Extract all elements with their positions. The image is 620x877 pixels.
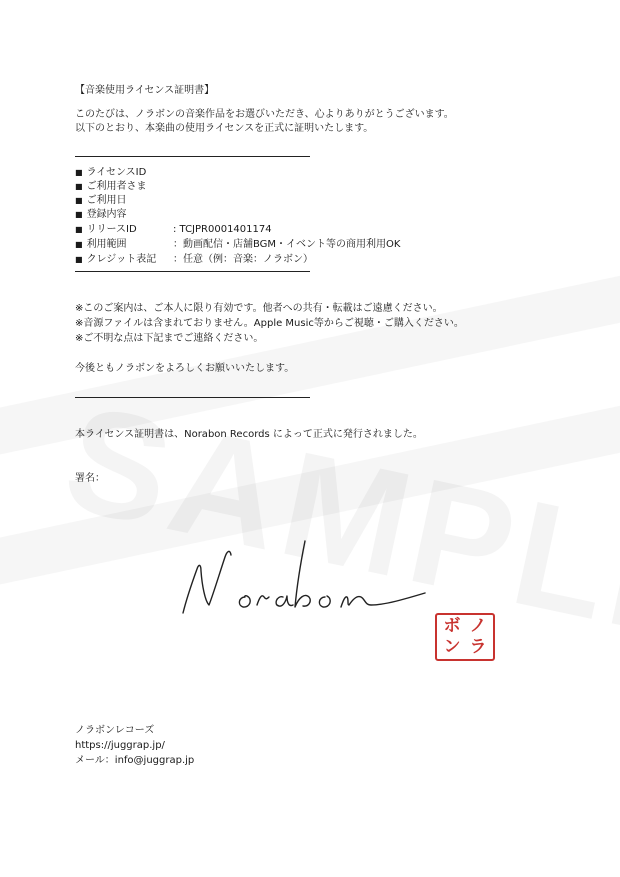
detail-value: ：任意（例：音楽：ノラボン） [173,254,313,265]
bullet-square: ■ [75,255,83,264]
bullet-square: ■ [75,240,83,249]
seal-char: ラ [469,637,487,657]
divider [75,271,310,272]
signature-label: 署名： [75,473,105,484]
detail-label: 利用範囲 [86,239,127,250]
seal-char: ボ [443,616,461,636]
detail-label: クレジット表記 [86,254,157,265]
bullet-square: ■ [75,182,83,191]
detail-label: ご利用日 [86,195,127,206]
note-1: ※このご案内は、ご本人に限り有効です。他者への共有・転載はご遠慮ください。 [75,303,443,314]
divider [75,156,310,157]
detail-usage-scope [75,238,401,251]
detail-credit [75,253,313,266]
detail-label: ご利用者さま [86,181,147,192]
document-title: 【音楽使用ライセンス証明書】 [75,85,215,96]
issuance-statement: 本ライセンス証明書は、Norabon Records によって正式に発行されました。 [75,429,423,440]
note-3: ※ご不明な点は下記までご連絡ください。 [75,333,264,344]
handwritten-signature [175,535,445,625]
bullet-square: ■ [75,210,83,219]
intro-line-2: 以下のとおり、本楽曲の使用ライセンスを正式に証明いたします。 [75,123,374,134]
intro-line-1: このたびは、ノラボンの音楽作品をお選びいただき、心よりありがとうございます。 [75,109,454,120]
detail-label: ライセンスID [86,167,147,178]
bullet-square: ■ [75,225,83,234]
bullet-square: ■ [75,168,83,177]
footer-url-link[interactable]: https://juggrap.jp/ [75,740,165,751]
detail-value: : TCJPR0001401174 [173,224,272,235]
detail-release-id [75,223,272,236]
footer-company: ノラボンレコーズ [75,725,155,736]
detail-license-id [75,166,146,179]
seal-char: ノ [469,616,487,636]
seal-char: ン [443,637,461,657]
detail-value: ：動画配信・店舗BGM・イベント等の商用利用OK [173,239,401,250]
footer-email-link[interactable]: メール：info@juggrap.jp [75,755,195,766]
company-seal-stamp [435,613,495,661]
watermark-text [49,360,620,688]
detail-usage-date [75,194,127,207]
detail-registration [75,208,127,221]
closing-text: 今後ともノラボンをよろしくお願いいたします。 [75,363,295,374]
divider [75,397,310,398]
note-2: ※音源ファイルは含まれておりません。Apple Music等からご視聴・ご購入ください。 [75,318,464,329]
detail-user-name [75,180,147,193]
bullet-square: ■ [75,196,83,205]
detail-label: 登録内容 [86,209,127,220]
detail-label: リリースID [86,224,137,235]
